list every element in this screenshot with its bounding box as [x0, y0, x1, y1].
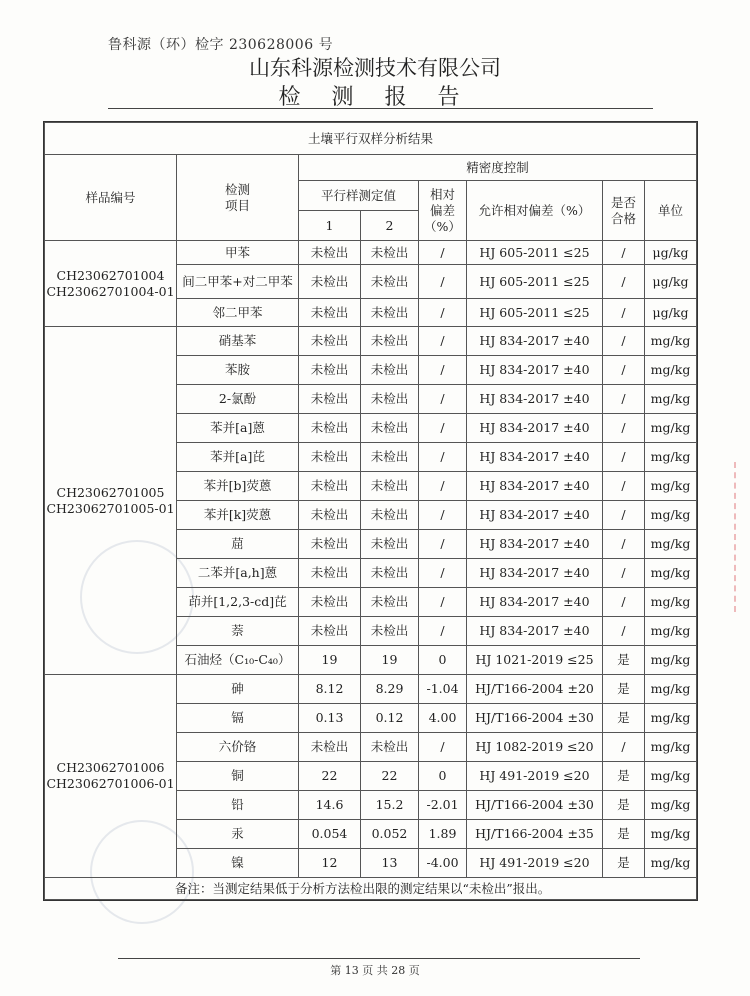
test-item-cell: 铜: [177, 762, 299, 791]
unit-cell: mg/kg: [645, 385, 697, 414]
pass-cell: /: [603, 559, 645, 588]
test-item-cell: 石油烃（C₁₀-C₄₀）: [177, 646, 299, 675]
allowed-deviation-cell: HJ 1082-2019 ≤20: [467, 733, 603, 762]
test-item-cell: 镉: [177, 704, 299, 733]
unit-cell: mg/kg: [645, 704, 697, 733]
value-2-cell: 8.29: [361, 675, 419, 704]
relative-deviation-cell: /: [419, 414, 467, 443]
value-2-cell: 未检出: [361, 443, 419, 472]
pass-cell: /: [603, 356, 645, 385]
allowed-deviation-cell: HJ/T166-2004 ±20: [467, 675, 603, 704]
allowed-deviation-cell: HJ 605-2011 ≤25: [467, 241, 603, 265]
test-item-cell: 甲苯: [177, 241, 299, 265]
relative-deviation-cell: /: [419, 530, 467, 559]
test-item-cell: 二苯并[a,h]蒽: [177, 559, 299, 588]
allowed-deviation-cell: HJ 834-2017 ±40: [467, 617, 603, 646]
unit-cell: mg/kg: [645, 443, 697, 472]
table-caption: 土壤平行双样分析结果: [45, 123, 697, 155]
test-item-cell: 䓛: [177, 530, 299, 559]
value-1-cell: 未检出: [299, 414, 361, 443]
value-1-cell: 22: [299, 762, 361, 791]
pass-cell: /: [603, 265, 645, 299]
value-2-cell: 未检出: [361, 588, 419, 617]
header-parallel-values: 平行样测定值: [299, 181, 419, 211]
header-relative-deviation: 相对 偏差 （%）: [419, 181, 467, 241]
value-2-cell: 22: [361, 762, 419, 791]
value-1-cell: 12: [299, 849, 361, 878]
allowed-deviation-cell: HJ 605-2011 ≤25: [467, 265, 603, 299]
pass-cell: 是: [603, 675, 645, 704]
unit-cell: mg/kg: [645, 588, 697, 617]
value-1-cell: 19: [299, 646, 361, 675]
header-allowed-deviation: 允许相对偏差（%）: [467, 181, 603, 241]
pass-cell: /: [603, 617, 645, 646]
test-item-cell: 汞: [177, 820, 299, 849]
allowed-deviation-cell: HJ 834-2017 ±40: [467, 356, 603, 385]
unit-cell: mg/kg: [645, 675, 697, 704]
test-item-cell: 茚并[1,2,3-cd]芘: [177, 588, 299, 617]
value-2-cell: 未检出: [361, 530, 419, 559]
unit-cell: mg/kg: [645, 530, 697, 559]
relative-deviation-cell: /: [419, 385, 467, 414]
header-pass: 是否 合格: [603, 181, 645, 241]
relative-deviation-cell: /: [419, 241, 467, 265]
unit-cell: mg/kg: [645, 414, 697, 443]
allowed-deviation-cell: HJ 834-2017 ±40: [467, 530, 603, 559]
test-item-cell: 苯并[a]蒽: [177, 414, 299, 443]
relative-deviation-cell: /: [419, 265, 467, 299]
value-2-cell: 未检出: [361, 241, 419, 265]
relative-deviation-cell: /: [419, 559, 467, 588]
pass-cell: /: [603, 530, 645, 559]
test-item-cell: 间二甲苯+对二甲苯: [177, 265, 299, 299]
relative-deviation-cell: 4.00: [419, 704, 467, 733]
unit-cell: mg/kg: [645, 762, 697, 791]
unit-cell: mg/kg: [645, 820, 697, 849]
unit-cell: mg/kg: [645, 356, 697, 385]
value-2-cell: 未检出: [361, 385, 419, 414]
value-2-cell: 未检出: [361, 356, 419, 385]
allowed-deviation-cell: HJ/T166-2004 ±30: [467, 791, 603, 820]
allowed-deviation-cell: HJ 834-2017 ±40: [467, 559, 603, 588]
relative-deviation-cell: /: [419, 356, 467, 385]
allowed-deviation-cell: HJ 834-2017 ±40: [467, 501, 603, 530]
pass-cell: /: [603, 501, 645, 530]
pass-cell: 是: [603, 791, 645, 820]
pass-cell: /: [603, 443, 645, 472]
allowed-deviation-cell: HJ 1021-2019 ≤25: [467, 646, 603, 675]
header-test-item: 检测 项目: [177, 155, 299, 241]
document-number: 鲁科源（环）检字 230628006 号: [108, 37, 334, 53]
value-2-cell: 未检出: [361, 559, 419, 588]
value-1-cell: 未检出: [299, 472, 361, 501]
table-row: [45, 675, 697, 704]
pass-cell: 是: [603, 762, 645, 791]
value-2-cell: 13: [361, 849, 419, 878]
value-1-cell: 未检出: [299, 733, 361, 762]
test-item-cell: 苯并[a]芘: [177, 443, 299, 472]
value-1-cell: 未检出: [299, 530, 361, 559]
title-divider: [108, 108, 653, 109]
relative-deviation-cell: /: [419, 588, 467, 617]
relative-deviation-cell: /: [419, 299, 467, 327]
value-2-cell: 未检出: [361, 617, 419, 646]
test-item-cell: 镍: [177, 849, 299, 878]
allowed-deviation-cell: HJ 491-2019 ≤20: [467, 762, 603, 791]
pass-cell: /: [603, 385, 645, 414]
pass-cell: /: [603, 327, 645, 356]
value-1-cell: 未检出: [299, 327, 361, 356]
test-item-cell: 铅: [177, 791, 299, 820]
unit-cell: mg/kg: [645, 501, 697, 530]
value-2-cell: 未检出: [361, 414, 419, 443]
value-1-cell: 未检出: [299, 501, 361, 530]
value-1-cell: 未检出: [299, 385, 361, 414]
footer-divider: [118, 958, 640, 959]
value-1-cell: 0.054: [299, 820, 361, 849]
page-number: 第 13 页 共 28 页: [330, 964, 420, 977]
unit-cell: mg/kg: [645, 559, 697, 588]
test-item-cell: 萘: [177, 617, 299, 646]
value-1-cell: 未检出: [299, 443, 361, 472]
unit-cell: mg/kg: [645, 472, 697, 501]
allowed-deviation-cell: HJ 834-2017 ±40: [467, 327, 603, 356]
pass-cell: 是: [603, 849, 645, 878]
pass-cell: /: [603, 299, 645, 327]
table-note: 备注：当测定结果低于分析方法检出限的测定结果以“未检出”报出。: [45, 878, 697, 900]
table-row: [45, 327, 697, 356]
relative-deviation-cell: /: [419, 733, 467, 762]
allowed-deviation-cell: HJ 834-2017 ±40: [467, 385, 603, 414]
test-item-cell: 苯并[k]荧蒽: [177, 501, 299, 530]
relative-deviation-cell: /: [419, 472, 467, 501]
parallel-sample-table: [44, 122, 697, 900]
pass-cell: /: [603, 733, 645, 762]
allowed-deviation-cell: HJ 605-2011 ≤25: [467, 299, 603, 327]
relative-deviation-cell: -1.04: [419, 675, 467, 704]
value-2-cell: 0.052: [361, 820, 419, 849]
pass-cell: 是: [603, 704, 645, 733]
header-sub-2: 2: [361, 211, 419, 241]
relative-deviation-cell: -2.01: [419, 791, 467, 820]
allowed-deviation-cell: HJ 491-2019 ≤20: [467, 849, 603, 878]
value-2-cell: 15.2: [361, 791, 419, 820]
relative-deviation-cell: /: [419, 327, 467, 356]
pass-cell: /: [603, 472, 645, 501]
unit-cell: μg/kg: [645, 241, 697, 265]
value-1-cell: 未检出: [299, 299, 361, 327]
pass-cell: /: [603, 241, 645, 265]
value-1-cell: 未检出: [299, 356, 361, 385]
relative-deviation-cell: 1.89: [419, 820, 467, 849]
value-2-cell: 未检出: [361, 327, 419, 356]
value-1-cell: 8.12: [299, 675, 361, 704]
company-name: 山东科源检测技术有限公司: [249, 56, 501, 80]
value-2-cell: 未检出: [361, 265, 419, 299]
pass-cell: 是: [603, 646, 645, 675]
test-item-cell: 六价铬: [177, 733, 299, 762]
unit-cell: mg/kg: [645, 646, 697, 675]
value-1-cell: 未检出: [299, 559, 361, 588]
seal-edge: [734, 462, 750, 612]
test-item-cell: 硝基苯: [177, 327, 299, 356]
relative-deviation-cell: /: [419, 443, 467, 472]
header-sub-1: 1: [299, 211, 361, 241]
allowed-deviation-cell: HJ/T166-2004 ±35: [467, 820, 603, 849]
test-item-cell: 砷: [177, 675, 299, 704]
allowed-deviation-cell: HJ 834-2017 ±40: [467, 414, 603, 443]
unit-cell: mg/kg: [645, 733, 697, 762]
value-2-cell: 未检出: [361, 472, 419, 501]
relative-deviation-cell: /: [419, 617, 467, 646]
header-sample-id: 样品编号: [45, 155, 177, 241]
test-item-cell: 2-氯酚: [177, 385, 299, 414]
allowed-deviation-cell: HJ 834-2017 ±40: [467, 472, 603, 501]
pass-cell: 是: [603, 820, 645, 849]
sample-id-cell: CH23062701004 CH23062701004-01: [45, 241, 177, 327]
unit-cell: mg/kg: [645, 791, 697, 820]
test-item-cell: 苯胺: [177, 356, 299, 385]
report-title: 检 测 报 告: [278, 85, 472, 110]
sample-id-cell: CH23062701005 CH23062701005-01: [45, 327, 177, 675]
table-row: [45, 241, 697, 265]
value-1-cell: 0.13: [299, 704, 361, 733]
allowed-deviation-cell: HJ/T166-2004 ±30: [467, 704, 603, 733]
value-2-cell: 未检出: [361, 299, 419, 327]
value-1-cell: 未检出: [299, 241, 361, 265]
sample-id-cell: CH23062701006 CH23062701006-01: [45, 675, 177, 878]
test-item-cell: 苯并[b]荧蒽: [177, 472, 299, 501]
value-2-cell: 0.12: [361, 704, 419, 733]
unit-cell: mg/kg: [645, 327, 697, 356]
relative-deviation-cell: /: [419, 501, 467, 530]
unit-cell: μg/kg: [645, 265, 697, 299]
value-1-cell: 未检出: [299, 588, 361, 617]
allowed-deviation-cell: HJ 834-2017 ±40: [467, 588, 603, 617]
value-1-cell: 未检出: [299, 617, 361, 646]
allowed-deviation-cell: HJ 834-2017 ±40: [467, 443, 603, 472]
unit-cell: mg/kg: [645, 617, 697, 646]
header-unit: 单位: [645, 181, 697, 241]
pass-cell: /: [603, 414, 645, 443]
value-1-cell: 14.6: [299, 791, 361, 820]
value-2-cell: 未检出: [361, 733, 419, 762]
header-precision-control: 精密度控制: [299, 155, 697, 181]
relative-deviation-cell: -4.00: [419, 849, 467, 878]
value-2-cell: 未检出: [361, 501, 419, 530]
relative-deviation-cell: 0: [419, 762, 467, 791]
pass-cell: /: [603, 588, 645, 617]
relative-deviation-cell: 0: [419, 646, 467, 675]
unit-cell: mg/kg: [645, 849, 697, 878]
unit-cell: μg/kg: [645, 299, 697, 327]
value-1-cell: 未检出: [299, 265, 361, 299]
value-2-cell: 19: [361, 646, 419, 675]
test-item-cell: 邻二甲苯: [177, 299, 299, 327]
